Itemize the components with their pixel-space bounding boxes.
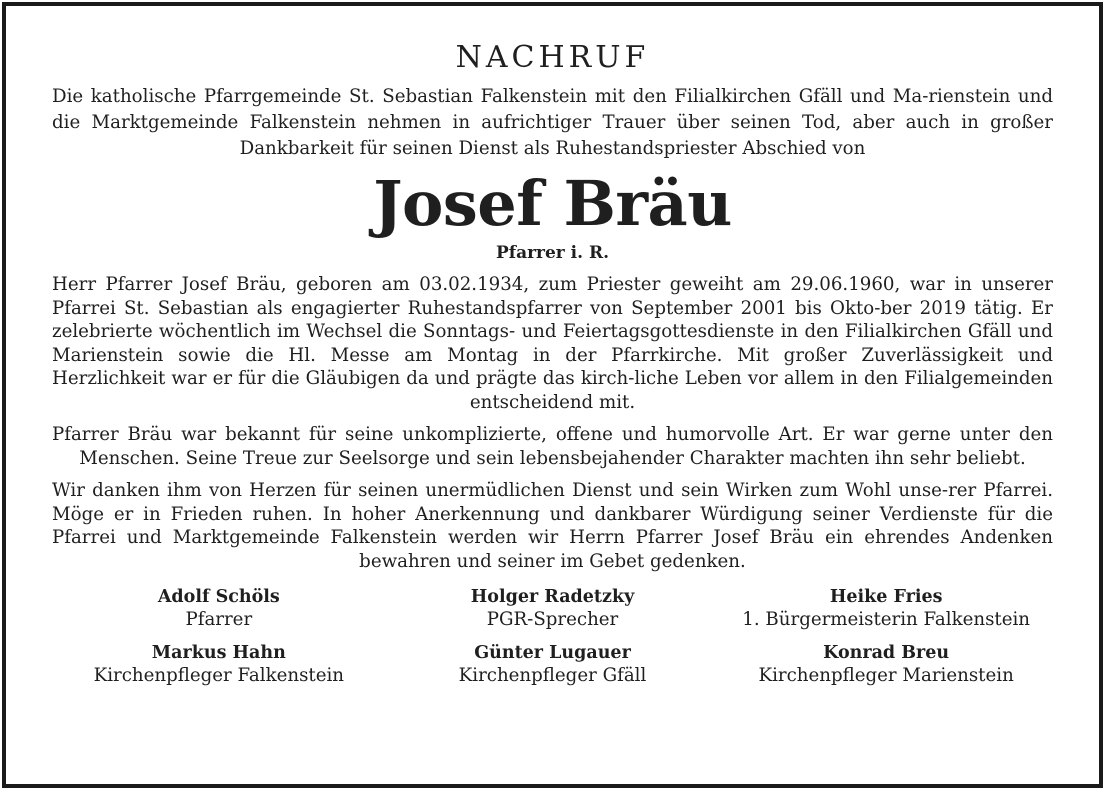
signatory: [386, 586, 720, 632]
paragraph-thanks: Wir danken ihm von Herzen für seinen unermüdlichen Dienst und sein Wirken zum Wohl unse-rer Pfarrei. Möge er in Frieden ruhen. In hoher Anerkennung und dankbarer Würdigung seiner Verdienste für die Pfarrei und Marktgemeinde Falkenstein werden wir Herrn Pfarrer Josef Bräu ein ehrendes Andenken bewahren und seiner im Gebet gedenken.: [52, 480, 1053, 572]
signatory-name: Markus Hahn: [151, 643, 286, 663]
signatory: [719, 642, 1053, 688]
obituary-content: [52, 6, 1053, 688]
signatory-role: PGR-Sprecher: [486, 609, 619, 630]
signatory-name: Holger Radetzky: [470, 587, 635, 607]
signatory-name: Heike Fries: [829, 587, 943, 607]
signatory: [719, 586, 1053, 632]
paragraph-biography: Herr Pfarrer Josef Bräu, geboren am 03.02.1934, zum Priester geweiht am 29.06.1960, war in unserer Pfarrei St. Sebastian als engagierter Ruhestandspfarrer von September 2001 bis Okto-ber 2019 tätig. Er zelebrierte wöchentlich im Wechsel die Sonntags- und Feiertagsgottesdienste in den Filialkirchen Gfäll und Marienstein sowie die Hl. Messe am Montag in der Pfarrkirche. Mit großer Zuverlässigkeit und Herzlichkeit war er für die Gläubigen da und prägte das kirch-liche Leben vor allem in den Filialgemeinden entscheidend mit.: [52, 274, 1053, 413]
signatory-name: Adolf Schöls: [157, 587, 280, 607]
intro-text: Die katholische Pfarrgemeinde St. Sebastian Falkenstein mit den Filialkirchen Gfäll und Ma-rienstein und die Marktgemeinde Falkenstein nehmen in aufrichtiger Trauer über seinen Tod, aber auch in großer Dankbarkeit für seinen Dienst als Ruhestandspriester Abschied von: [52, 86, 1053, 159]
signatures: [52, 586, 1053, 688]
signatory-role: Kirchenpfleger Falkenstein: [93, 665, 345, 686]
signatory: [52, 586, 386, 632]
signatory-name: Günter Lugauer: [474, 643, 631, 663]
signatory-role: Kirchenpfleger Marienstein: [758, 665, 1014, 686]
signatory-role: 1. Bürgermeisterin Falkenstein: [742, 609, 1031, 630]
obituary-frame: [2, 2, 1103, 788]
signatory-role: Kirchenpfleger Gfäll: [458, 665, 647, 686]
deceased-name: Josef Bräu: [373, 167, 732, 240]
notice-heading: NACHRUF: [455, 40, 650, 75]
signatory: [386, 642, 720, 688]
signatory-role: Pfarrer: [185, 609, 253, 630]
signatory-name: Konrad Breu: [823, 643, 950, 663]
paragraph-character: Pfarrer Bräu war bekannt für seine unkomplizierte, offene und humorvolle Art. Er war gerne unter den Menschen. Seine Treue zur Seelsorge und sein lebensbejahender Charakter machten ihn sehr beliebt.: [52, 424, 1053, 469]
signatory: [52, 642, 386, 688]
deceased-title: Pfarrer i. R.: [495, 243, 610, 263]
